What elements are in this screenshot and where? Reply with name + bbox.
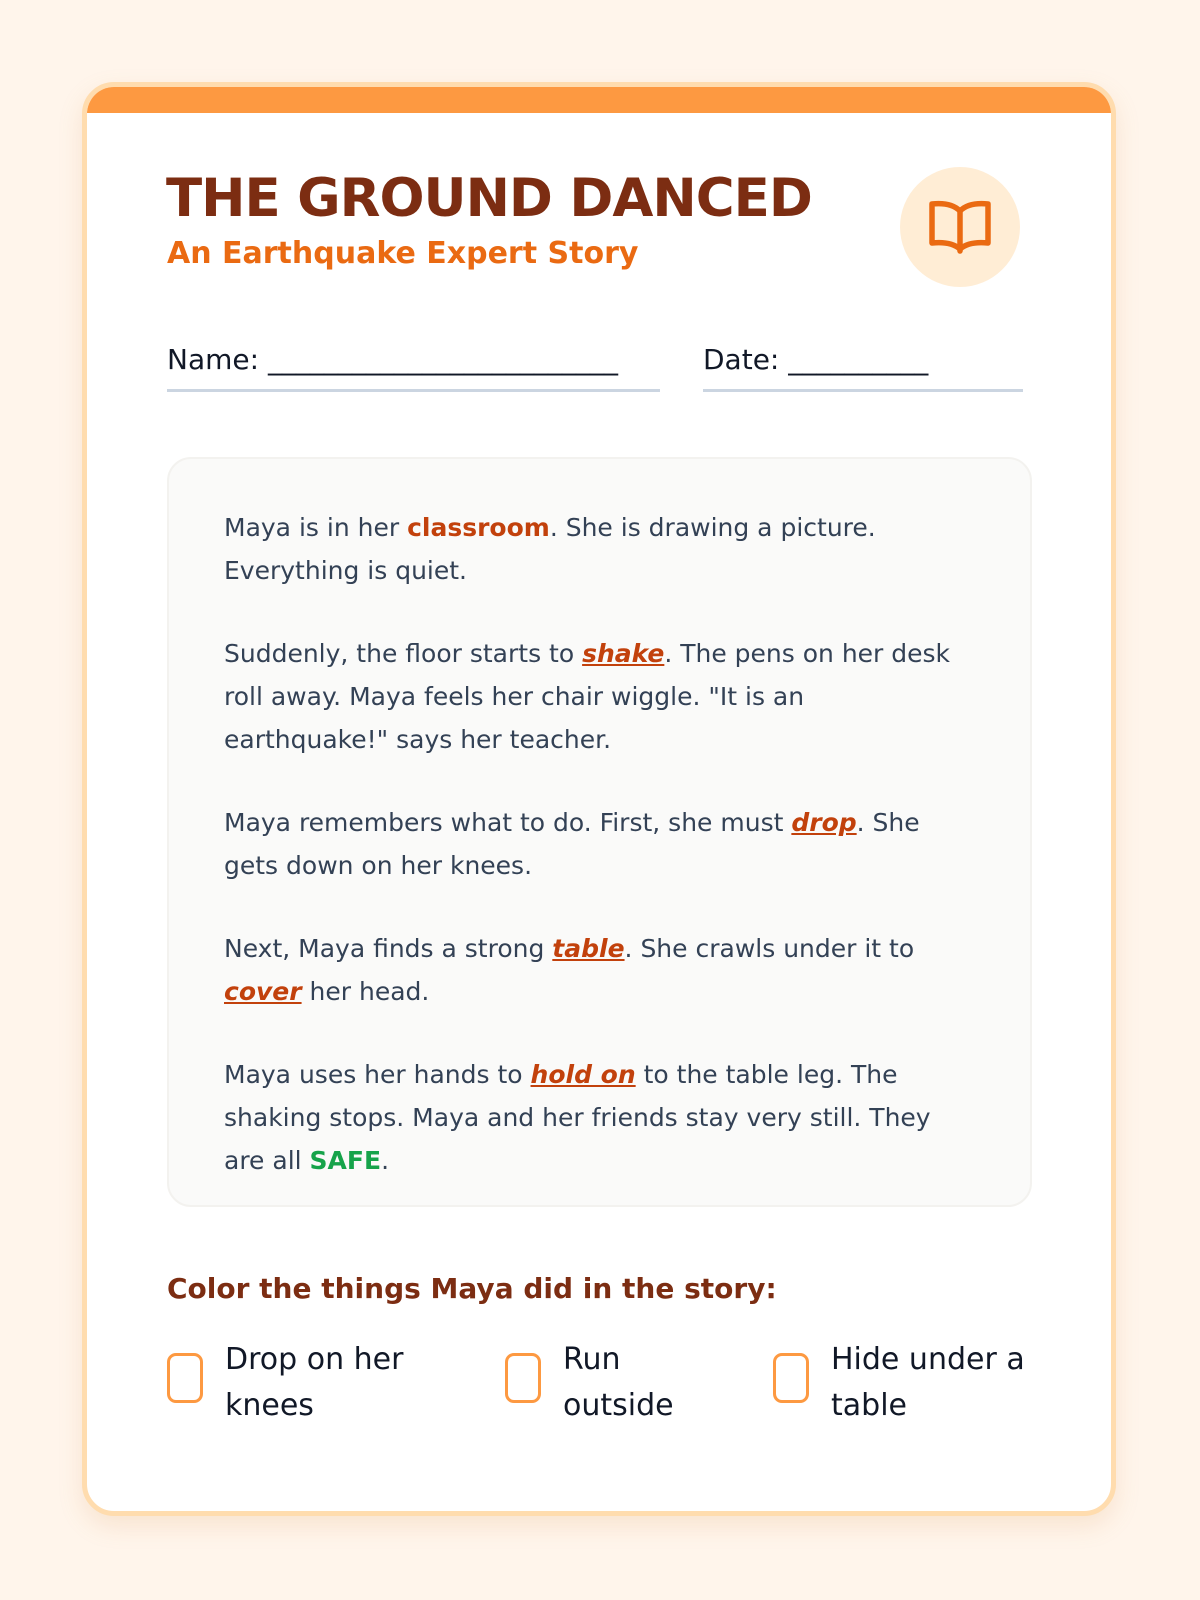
card-accent-bar — [87, 87, 1111, 113]
keyword-drop: drop — [791, 808, 857, 837]
worksheet-title: THE GROUND DANCED — [166, 168, 812, 229]
story-paragraph-1: Maya is in her classroom. She is drawing a picture. Everything is quiet. — [224, 513, 876, 585]
checkbox[interactable] — [505, 1353, 541, 1403]
keyword-safe: SAFE — [309, 1146, 382, 1175]
story-paragraph-4: Next, Maya finds a strong table. She crawls under it to cover her head. — [224, 934, 915, 1006]
choice-drop-on-knees[interactable] — [167, 1337, 455, 1429]
story-paragraph-2: Suddenly, the floor starts to shake. The pens on her desk roll away. Maya feels her chair wiggle. "It is an earthquake!" says her teacher. — [224, 639, 951, 754]
choice-hide-under-table[interactable] — [773, 1337, 1081, 1429]
open-book-icon — [928, 199, 992, 255]
worksheet-subtitle: An Earthquake Expert Story — [167, 236, 639, 271]
keyword-shake: shake — [582, 639, 665, 668]
checkbox[interactable] — [773, 1353, 809, 1403]
choice-label: Drop on her knees — [225, 1342, 404, 1423]
date-field[interactable]: Date: __________ — [703, 337, 1023, 392]
story-paragraph-5: Maya uses her hands to hold on to the table leg. The shaking stops. Maya and her friends stay very still. They are all SAFE. — [224, 1060, 931, 1175]
choice-run-outside[interactable] — [505, 1337, 733, 1429]
activity-prompt: Color the things Maya did in the story: — [167, 1272, 777, 1305]
worksheet-card — [82, 82, 1116, 1516]
story-box — [167, 457, 1032, 1207]
story-paragraph-3: Maya remembers what to do. First, she must drop. She gets down on her knees. — [224, 808, 920, 880]
keyword-cover: cover — [224, 977, 302, 1006]
checkbox[interactable] — [167, 1353, 203, 1403]
choice-label: Hide under a table — [831, 1342, 1025, 1423]
keyword-table: table — [552, 934, 625, 963]
keyword-hold-on: hold on — [530, 1060, 636, 1089]
keyword-classroom: classroom — [407, 513, 550, 542]
book-badge — [900, 167, 1020, 287]
name-field[interactable]: Name: _________________________ — [167, 337, 660, 392]
choice-label: Run outside — [563, 1342, 674, 1423]
